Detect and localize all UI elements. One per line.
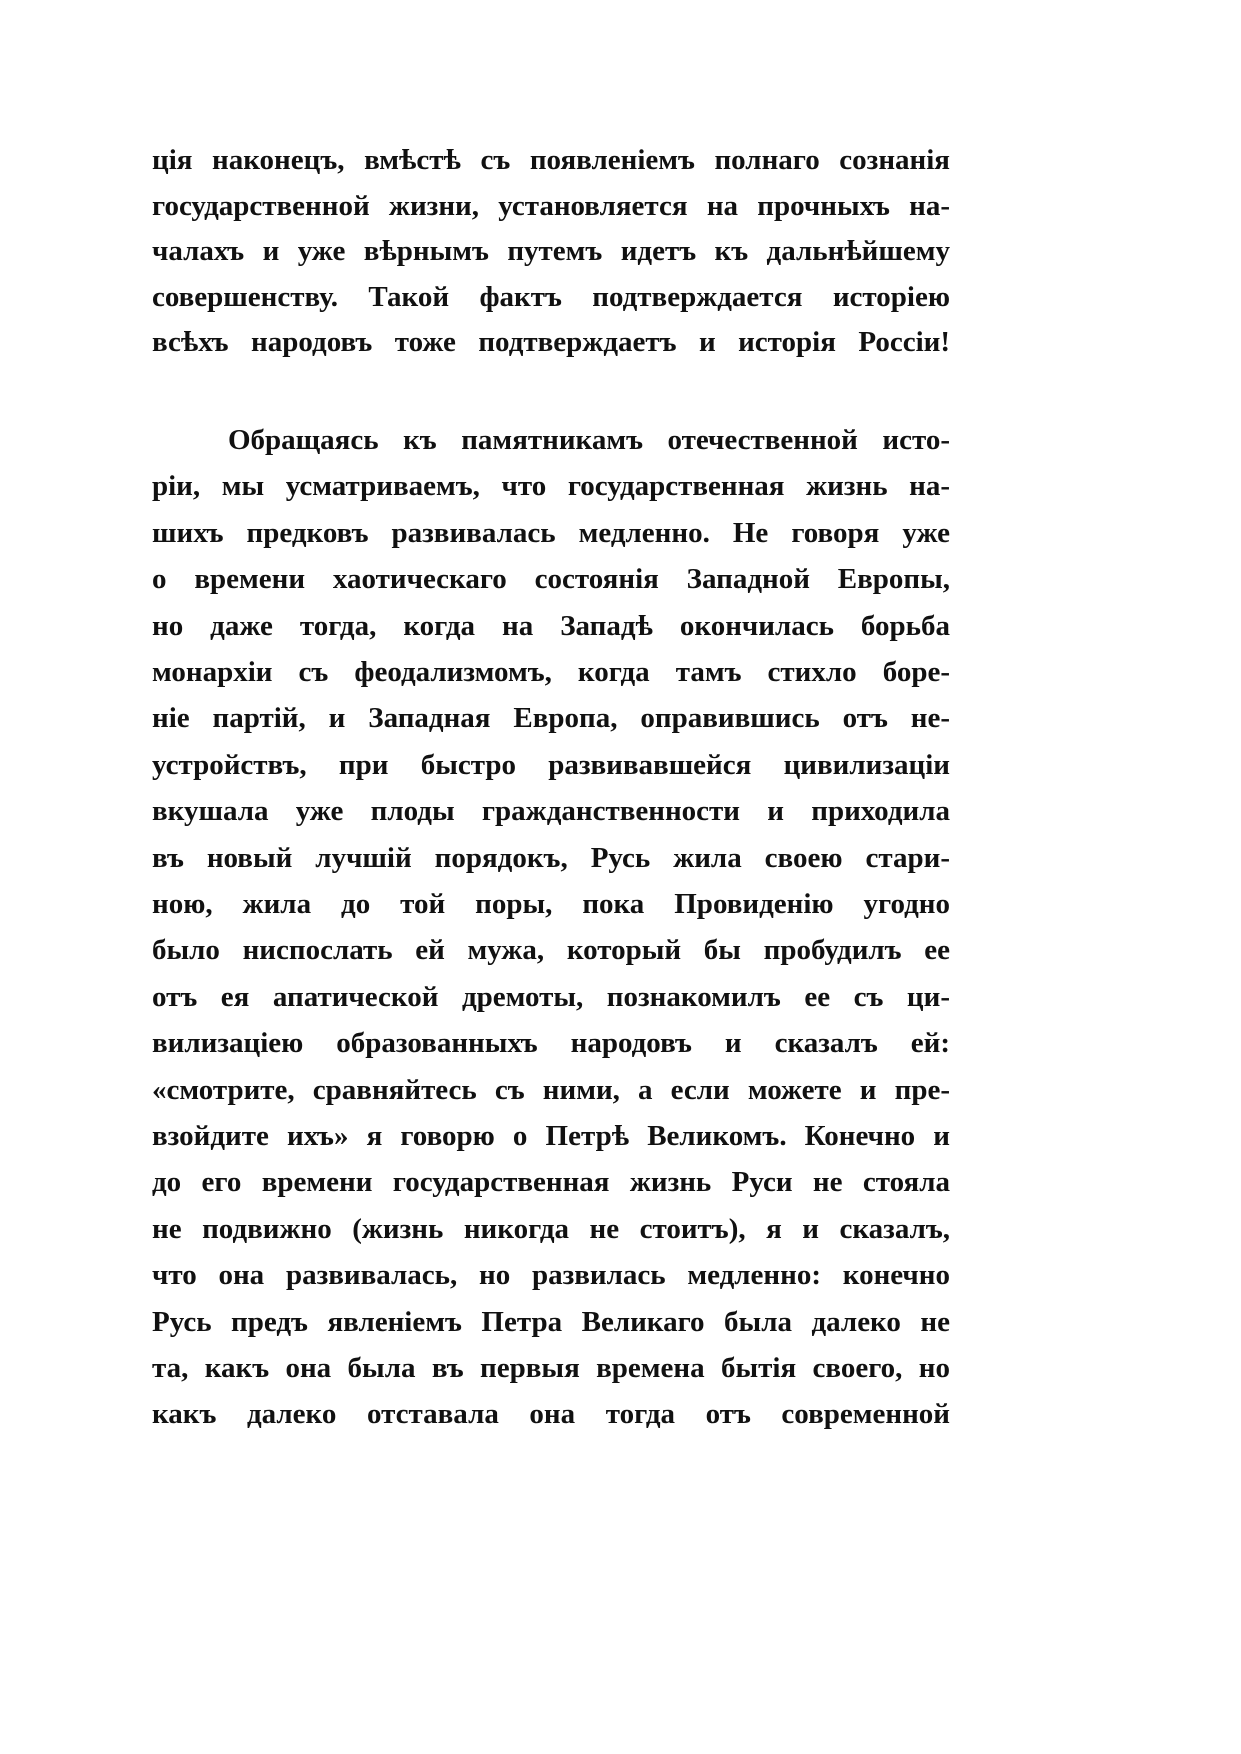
text-line: было ниспослать ей мужа, который бы пробудилъ ее <box>152 934 950 967</box>
text-line: вкушала уже плоды гражданственности и приходила <box>152 795 950 828</box>
text-line: Обращаясь къ памятникамъ отечественной исто- <box>228 424 950 456</box>
text-line: что она развивалась, но развилась медленно: конечно <box>152 1259 950 1292</box>
text-line: взойдите ихъ» я говорю о Петрѣ Великомъ. Конечно и <box>152 1120 950 1152</box>
text-line: совершенству. Такой фактъ подтверждается исторіею <box>152 280 950 313</box>
text-line: шихъ предковъ развивалась медленно. Не говоря уже <box>152 516 950 549</box>
text-line: отъ ея апатической дремоты, познакомилъ ее съ ци- <box>152 980 950 1013</box>
text-line: устройствъ, при быстро развивавшейся цивилизаціи <box>152 748 950 781</box>
text-line: ція наконецъ, вмѣстѣ съ появленіемъ полнаго сознанія <box>152 144 950 176</box>
text-line: но даже тогда, когда на Западѣ окончилась борьба <box>152 609 950 642</box>
text-line: та, какъ она была въ первыя времена бытія своего, но <box>152 1352 950 1384</box>
text-line: ріи, мы усматриваемъ, что государственная жизнь на- <box>152 470 950 503</box>
text-line: какъ далеко отставала она тогда отъ современной <box>152 1398 950 1431</box>
text-line: вилизаціею образованныхъ народовъ и сказалъ ей: <box>152 1027 950 1060</box>
text-line: монархіи съ феодализмомъ, когда тамъ стихло боре- <box>152 656 950 688</box>
text-line: ніе партій, и Западная Европа, оправившись отъ не- <box>152 702 950 735</box>
text-line: не подвижно (жизнь никогда не стоитъ), я и сказалъ, <box>152 1212 950 1245</box>
text-line: всѣхъ народовъ тоже подтверждаетъ и исторія Россіи! <box>152 326 950 358</box>
text-line: чалахъ и уже вѣрнымъ путемъ идетъ къ дальнѣйшему <box>152 235 950 267</box>
text-line: въ новый лучшій порядокъ, Русь жила своею стари- <box>152 841 950 874</box>
text-line: ною, жила до той поры, пока Провиденію угодно <box>152 888 950 920</box>
text-line: «смотрите, сравняйтесь съ ними, а если можете и пре- <box>152 1073 950 1106</box>
text-line: о времени хаотическаго состоянія Западной Европы, <box>152 563 950 596</box>
text-line: государственной жизни, установляется на прочныхъ на- <box>152 189 950 222</box>
text-line: до его времени государственная жизнь Руси не стояла <box>152 1166 950 1199</box>
text-line: Русь предъ явленіемъ Петра Великаго была далеко не <box>152 1305 950 1338</box>
